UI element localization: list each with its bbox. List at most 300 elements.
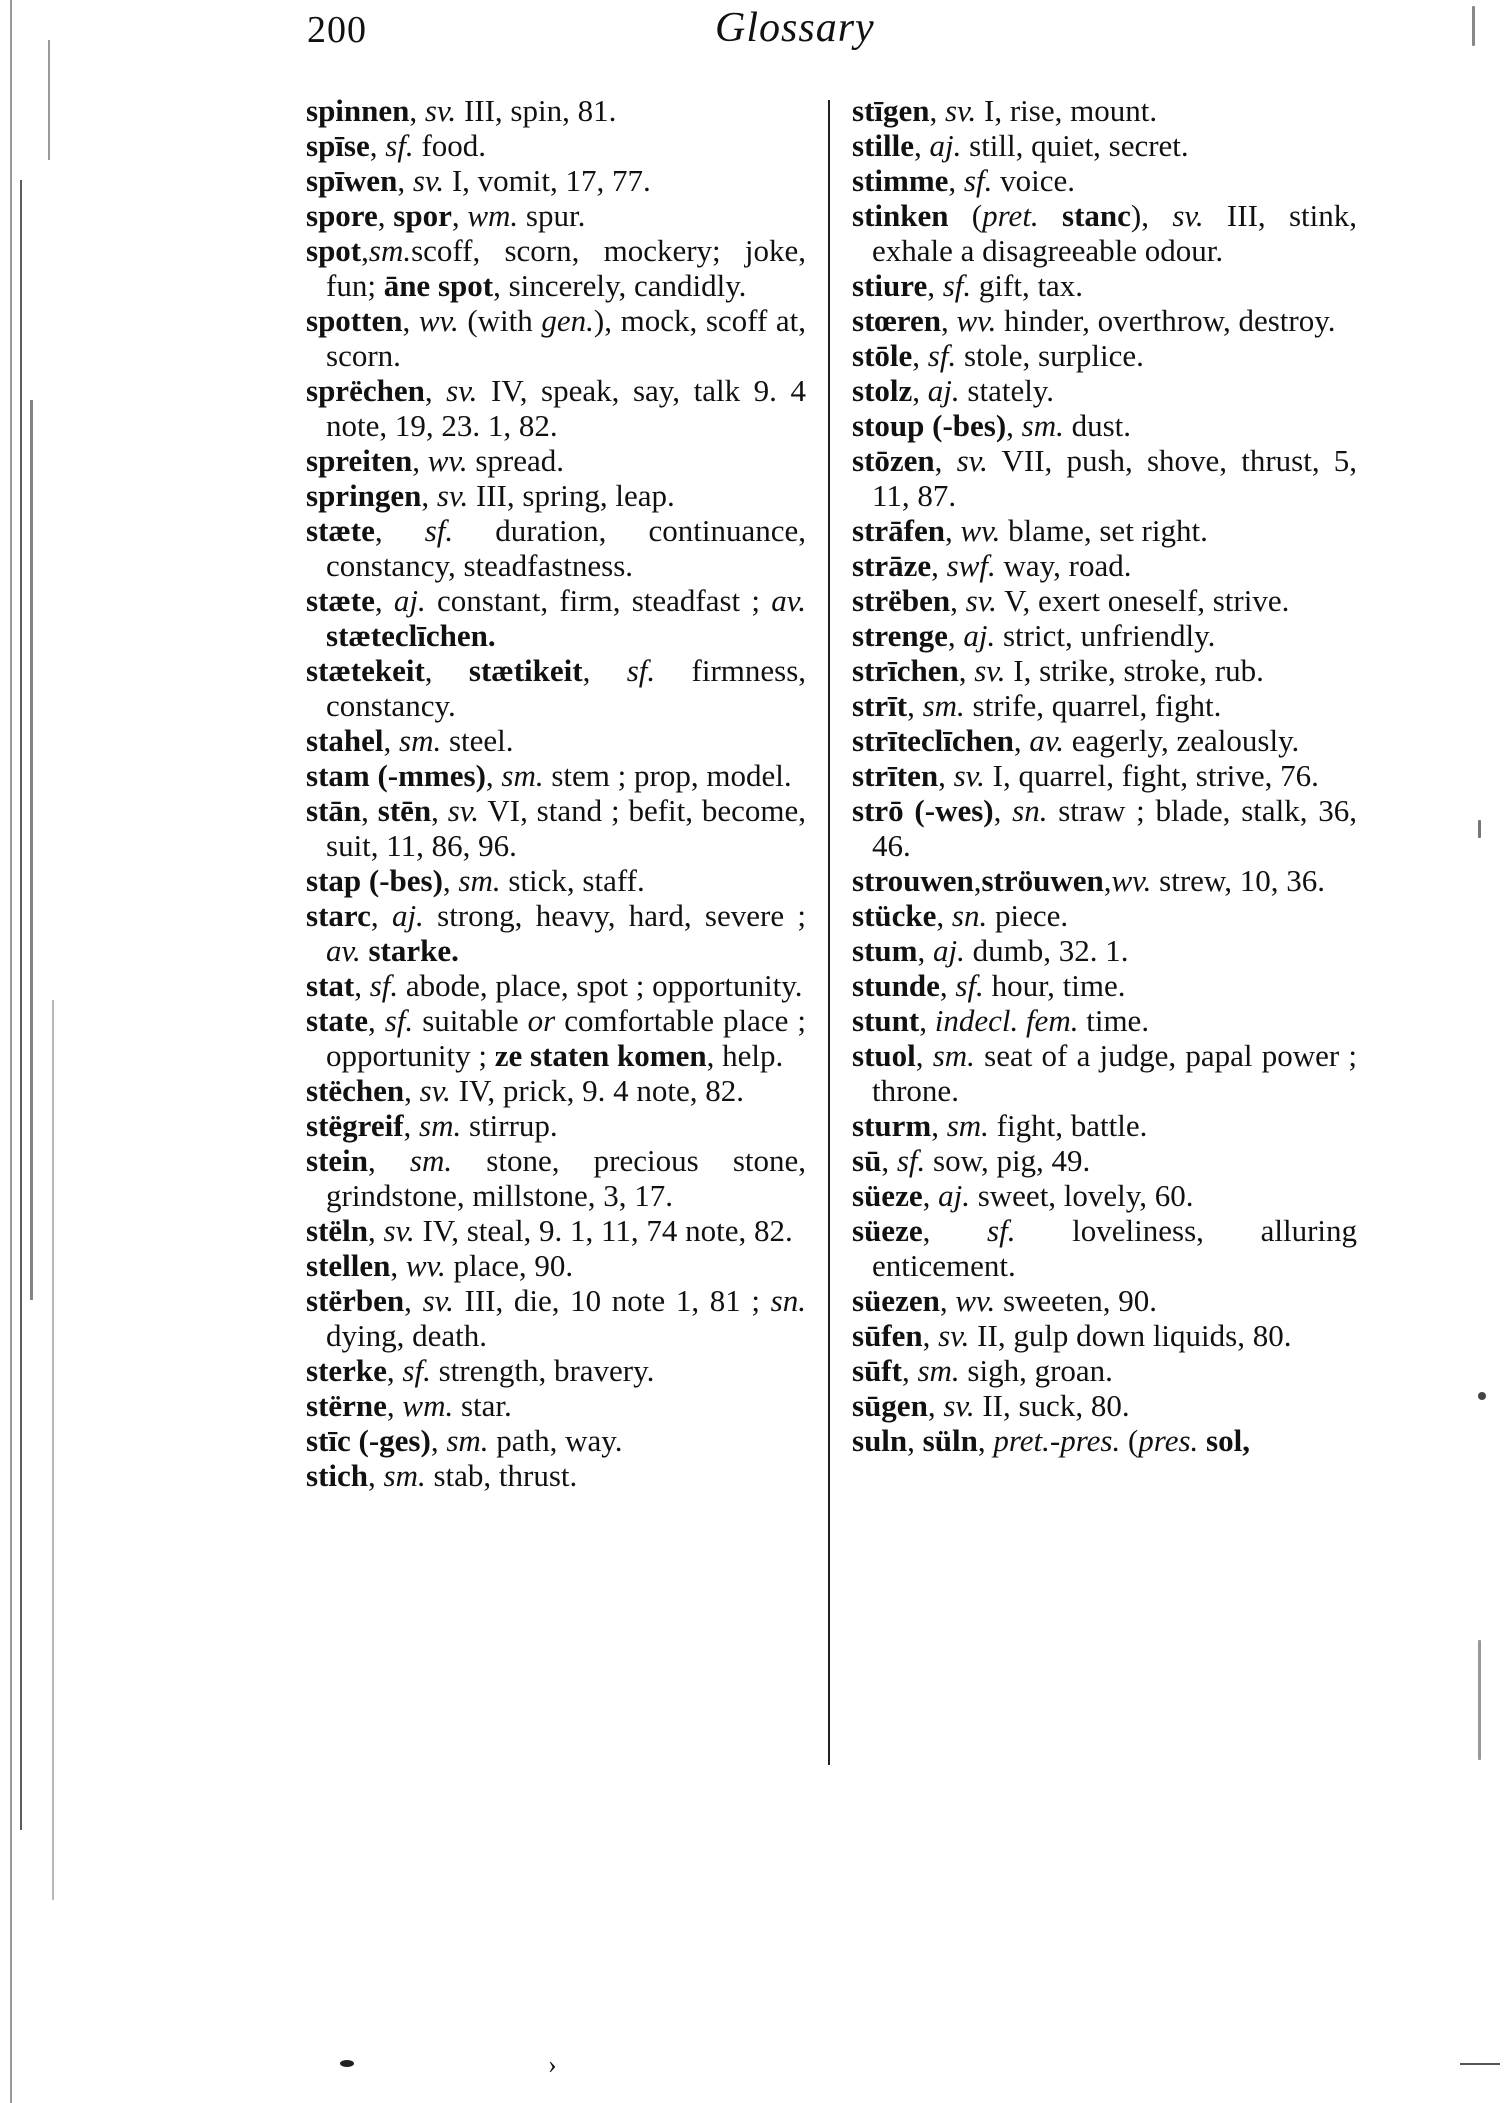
definition-text: ,	[907, 1423, 923, 1458]
glossary-entry	[306, 373, 806, 443]
headword: sūfen	[852, 1318, 923, 1353]
glossary-entry	[852, 373, 1357, 408]
headword: stuol	[852, 1038, 916, 1073]
definition-text: II, suck, 80.	[974, 1388, 1130, 1423]
glossary-entry	[852, 93, 1357, 128]
grammar-label: sv.	[383, 1213, 415, 1248]
grammar-label: sf.	[626, 653, 656, 688]
headword: stiure	[852, 268, 928, 303]
headword: strīten	[852, 758, 939, 793]
glossary-entry	[852, 408, 1357, 443]
glossary-entry	[306, 898, 806, 968]
definition-text: ,	[368, 1458, 384, 1493]
definition-text: VII, push, shove, thrust, 5, 11, 87.	[872, 443, 1357, 513]
glossary-entry	[852, 793, 1357, 863]
grammar-label: sn.	[1012, 793, 1048, 828]
glossary-entry	[852, 1108, 1357, 1143]
glossary-entry	[852, 1143, 1357, 1178]
definition-text: duration, continuance, constancy, steadfastness.	[326, 513, 806, 583]
headword: stum	[852, 933, 918, 968]
headword: strenge	[852, 618, 948, 653]
grammar-label: sm.	[917, 1353, 960, 1388]
headword: sterke	[306, 1353, 387, 1388]
definition-text: III, spin, 81.	[456, 93, 617, 128]
grammar-label: aj.	[963, 618, 996, 653]
grammar-label: sv.	[953, 758, 985, 793]
grammar-label: av.	[1029, 723, 1065, 758]
grammar-label: sm.	[399, 723, 442, 758]
definition-text: , sincerely, candidly.	[493, 268, 747, 303]
definition-text: ,	[912, 338, 928, 373]
definition-text: ,	[424, 373, 447, 408]
headword: stein	[306, 1143, 368, 1178]
definition-text: ,	[936, 898, 952, 933]
headword: sūft	[852, 1353, 902, 1388]
definition-text: ,	[881, 1143, 897, 1178]
definition-text: gift, tax.	[971, 268, 1084, 303]
definition-text: ,	[374, 513, 425, 548]
headword: süln	[922, 1423, 978, 1458]
definition-text: stole, surplice.	[956, 338, 1144, 373]
definition-text: hinder, overthrow, destroy.	[996, 303, 1336, 338]
definition-text: ,	[944, 513, 961, 548]
glossary-entry	[852, 898, 1357, 933]
glossary-entry	[852, 933, 1357, 968]
definition-text: ,	[404, 1283, 423, 1318]
definition-text: ,	[939, 1283, 956, 1318]
definition-text: ,	[939, 968, 956, 1003]
grammar-label: indecl. fem.	[934, 1003, 1079, 1038]
definition-text: ,	[929, 93, 945, 128]
headword: spinnen	[306, 93, 410, 128]
grammar-label: aj.	[393, 583, 426, 618]
definition-text: (with	[458, 303, 542, 338]
headword: stat	[306, 968, 355, 1003]
headword: spot	[306, 233, 362, 268]
definition-text: eagerly, zealously.	[1064, 723, 1300, 758]
headword: strīteclīchen	[852, 723, 1014, 758]
grammar-label: sf.	[385, 128, 414, 163]
glossary-entry	[852, 198, 1357, 268]
glossary-entry	[852, 1213, 1357, 1283]
headword: stanc	[1062, 198, 1131, 233]
grammar-label: sv.	[938, 1318, 970, 1353]
running-title: Glossary	[715, 5, 875, 51]
definition-text: ,	[451, 198, 468, 233]
glossary-entry	[306, 758, 806, 793]
glossary-column-left	[306, 93, 806, 1493]
definition-text: stick, staff.	[500, 863, 645, 898]
definition-text: comfortable place ; opportunity ;	[326, 1003, 806, 1073]
definition-text	[1198, 1423, 1206, 1458]
definition-text: ,	[958, 653, 975, 688]
definition-text: (	[948, 198, 983, 233]
grammar-label: sm.	[419, 1108, 462, 1143]
definition-text: ,	[370, 898, 392, 933]
headword: suln	[852, 1423, 908, 1458]
headword: stōzen	[852, 443, 935, 478]
definition-text: dust.	[1063, 408, 1132, 443]
glossary-entry	[852, 583, 1357, 618]
margin-speck	[1478, 1640, 1481, 1760]
definition-text: ,	[386, 1353, 403, 1388]
headword: süeze	[852, 1213, 923, 1248]
grammar-label: sm.	[446, 1423, 489, 1458]
glossary-entry	[852, 303, 1357, 338]
grammar-label: sv.	[945, 93, 977, 128]
definition-text: ,	[403, 1108, 420, 1143]
definition-text: VI, stand ; befit, become, suit, 11, 86, 96.	[326, 793, 807, 863]
headword: stërne	[306, 1388, 387, 1423]
headword: starc	[306, 898, 371, 933]
headword: stōle	[852, 338, 913, 373]
glossary-entry	[852, 618, 1357, 653]
grammar-label: sv.	[974, 653, 1006, 688]
headword: stunde	[852, 968, 940, 1003]
definition-text: place, 90.	[445, 1248, 574, 1283]
headword: süezen	[852, 1283, 940, 1318]
headword: strō (-wes)	[852, 793, 994, 828]
grammar-label: sv.	[956, 443, 988, 478]
glossary-entry	[306, 793, 806, 863]
glossary-entry	[852, 163, 1357, 198]
definition-text: ,	[927, 1388, 944, 1423]
grammar-label: sf.	[896, 1143, 926, 1178]
headword: spotten	[306, 303, 403, 338]
headword: sturm	[852, 1108, 932, 1143]
headword: stap (-bes)	[306, 863, 443, 898]
definition-text: ,	[369, 128, 386, 163]
definition-text: sweeten, 90.	[995, 1283, 1158, 1318]
glossary-entry	[306, 863, 806, 898]
definition-text: ,	[383, 723, 399, 758]
headword: strāfen	[852, 513, 945, 548]
grammar-label: av.	[326, 933, 361, 968]
glossary-entry	[306, 93, 806, 128]
headword: stēn	[377, 793, 432, 828]
definition-text: strew, 10, 36.	[1151, 863, 1326, 898]
glossary-entry	[852, 723, 1357, 758]
glossary-entry	[306, 1423, 806, 1458]
grammar-label: sv.	[447, 793, 480, 828]
definition-text: ,	[409, 93, 425, 128]
grammar-label: sm.	[1021, 408, 1064, 443]
glossary-entry	[852, 1178, 1357, 1213]
grammar-label: sf.	[987, 1213, 1016, 1248]
headword: stimme	[852, 163, 949, 198]
glossary-entry	[852, 968, 1357, 1003]
headword: stille	[852, 128, 914, 163]
glossary-entry	[306, 1108, 806, 1143]
headword: stich	[306, 1458, 368, 1493]
definition-text: stem ; prop, model.	[543, 758, 792, 793]
grammar-label: sf.	[942, 268, 972, 303]
grammar-label: pret.-pres.	[993, 1423, 1121, 1458]
definition-text: ,	[374, 583, 394, 618]
headword: state	[306, 1003, 368, 1038]
definition-text: ),	[1130, 198, 1173, 233]
definition-text: stone, precious stone, grindstone, millstone, 3, 17.	[326, 1143, 807, 1213]
glossary-entry	[852, 688, 1357, 723]
definition-text: IV, steal, 9. 1, 11, 74 note, 82.	[414, 1213, 793, 1248]
definition-text: sigh, groan.	[959, 1353, 1113, 1388]
grammar-label: sv.	[422, 1283, 454, 1318]
headword: stëgreif	[306, 1108, 404, 1143]
grammar-label: sn.	[770, 1283, 806, 1318]
definition-text: I, vomit, 17, 77.	[444, 163, 651, 198]
definition-text: III, spring, leap.	[468, 478, 675, 513]
headword: stān	[306, 793, 362, 828]
headword: stëchen	[306, 1073, 405, 1108]
definition-text: spur.	[518, 198, 586, 233]
headword: stæte	[306, 513, 375, 548]
glossary-entry	[306, 513, 806, 583]
definition-text: IV, speak, say, talk 9. 4 note, 19, 23. 1, 82.	[326, 373, 806, 443]
headword: stolz	[852, 373, 913, 408]
definition-text: dumb, 32. 1.	[964, 933, 1129, 968]
definition-text: suitable	[413, 1003, 528, 1038]
headword: stoup (-bes)	[852, 408, 1007, 443]
headword: sū	[852, 1143, 882, 1178]
definition-text: I, rise, mount.	[976, 93, 1158, 128]
headword: springen	[306, 478, 422, 513]
headword: stætekeit	[306, 653, 425, 688]
grammar-label: aj.	[932, 933, 965, 968]
glossary-entry	[852, 548, 1357, 583]
definition-text: sow, pig, 49.	[925, 1143, 1091, 1178]
glossary-entry	[306, 1003, 806, 1073]
grammar-label: sf.	[402, 1353, 431, 1388]
glossary-entry	[852, 443, 1357, 513]
definition-text: V, exert oneself, strive.	[996, 583, 1290, 618]
grammar-label: pres.	[1138, 1423, 1199, 1458]
grammar-label: av.	[771, 583, 807, 618]
headword: spīse	[306, 128, 370, 163]
column-divider	[828, 100, 830, 1765]
definition-text: ,	[950, 583, 966, 618]
headword: starke.	[368, 933, 459, 968]
definition-text: ,	[1013, 723, 1030, 758]
definition-text: dying, death.	[326, 1318, 487, 1353]
definition-text: ,	[977, 1423, 994, 1458]
definition-text: (	[1120, 1423, 1139, 1458]
definition-text: ,	[404, 1073, 420, 1108]
grammar-label: aj.	[927, 373, 960, 408]
headword: strīchen	[852, 653, 959, 688]
glossary-entry	[852, 863, 1357, 898]
definition-text: ,	[947, 618, 964, 653]
glossary-entry	[306, 478, 806, 513]
grammar-label: wv.	[956, 303, 997, 338]
definition-text: fight, battle.	[988, 1108, 1148, 1143]
glossary-entry	[852, 1318, 1357, 1353]
grammar-label: sm.	[922, 688, 965, 723]
definition-text: ,	[412, 443, 428, 478]
definition-text: stab, thrust.	[425, 1458, 578, 1493]
definition-text: ,	[421, 478, 437, 513]
grammar-label: sf.	[963, 163, 993, 198]
margin-speck	[1472, 6, 1475, 46]
definition-text: still, quiet, secret.	[961, 128, 1189, 163]
glossary-entry	[852, 653, 1357, 688]
glossary-entry	[852, 1423, 1357, 1458]
headword: sprëchen	[306, 373, 425, 408]
glossary-entry	[306, 1353, 806, 1388]
glossary-entry	[306, 653, 806, 723]
definition-text: II, gulp down liquids, 80.	[969, 1318, 1292, 1353]
definition-text: ,	[368, 1143, 410, 1178]
grammar-label: wv.	[427, 443, 468, 478]
grammar-label: wm.	[467, 198, 519, 233]
definition-text: ,	[582, 653, 627, 688]
definition-text: voice.	[992, 163, 1075, 198]
grammar-label: sm.	[501, 758, 544, 793]
grammar-label: gen.	[541, 303, 594, 338]
grammar-label: sv.	[965, 583, 997, 618]
definition-text: hour, time.	[983, 968, 1126, 1003]
grammar-label: sm.	[368, 233, 412, 268]
headword: stæteclīchen.	[326, 618, 496, 653]
definition-text: IV, prick, 9. 4 note, 82.	[450, 1073, 744, 1108]
glossary-entry	[852, 758, 1357, 793]
headword: stinken	[852, 198, 949, 233]
definition-text: strength, bravery.	[430, 1353, 655, 1388]
headword: spore	[306, 198, 378, 233]
definition-text: ,	[993, 793, 1013, 828]
grammar-label: sf.	[955, 968, 984, 1003]
headword: ze staten komen	[494, 1038, 707, 1073]
definition-text: ,	[361, 793, 378, 828]
glossary-entry	[306, 1213, 806, 1248]
definition-text: ,	[1103, 863, 1112, 898]
glossary-entry	[852, 513, 1357, 548]
grammar-label: aj.	[938, 1178, 970, 1213]
definition-text: ,	[948, 163, 964, 198]
scan-gutter-artifact	[0, 0, 70, 2103]
definition-text: ), mock, scoff at, scorn.	[326, 303, 807, 373]
definition-text: strong, heavy, hard, severe ;	[423, 898, 807, 933]
grammar-label: aj.	[391, 898, 424, 933]
grammar-label: sm.	[932, 1038, 975, 1073]
page-header	[0, 2, 1504, 62]
definition-text: ,	[917, 933, 933, 968]
headword: stam (-mmes)	[306, 758, 486, 793]
glossary-entry	[306, 1388, 806, 1423]
glossary-entry	[852, 268, 1357, 303]
grammar-label: pret.	[982, 198, 1039, 233]
definition-text: ,	[442, 863, 459, 898]
glossary-entry	[306, 163, 806, 198]
definition-text: ,	[1006, 408, 1022, 443]
definition-text: ,	[431, 793, 448, 828]
grammar-label: sm.	[946, 1108, 989, 1143]
glossary-entry	[852, 1038, 1357, 1108]
definition-text: I, strike, stroke, rub.	[1005, 653, 1264, 688]
grammar-label: sv.	[1172, 198, 1204, 233]
definition-text: ,	[934, 443, 957, 478]
definition-text: strict, unfriendly.	[995, 618, 1216, 653]
margin-dot	[1478, 1392, 1486, 1400]
glossary-column-right	[852, 93, 1357, 1458]
definition-text: ,	[931, 548, 947, 583]
glossary-entry	[306, 233, 806, 303]
grammar-label: wv.	[418, 303, 459, 338]
grammar-label: wv.	[405, 1248, 446, 1283]
definition-text: stirrup.	[461, 1108, 558, 1143]
definition-text: I, quarrel, fight, strive, 76.	[984, 758, 1319, 793]
glossary-entry	[852, 128, 1357, 163]
grammar-label: sf.	[424, 513, 454, 548]
glossary-entry	[852, 1388, 1357, 1423]
definition-text: path, way.	[488, 1423, 623, 1458]
definition-text: ,	[927, 268, 943, 303]
grammar-label: sv.	[424, 93, 457, 128]
glossary-entry	[306, 443, 806, 478]
grammar-label: sv.	[446, 373, 478, 408]
grammar-label: wv.	[955, 1283, 996, 1318]
footer-mark: ›	[548, 2050, 557, 2079]
grammar-label: wv.	[1111, 863, 1152, 898]
definition-text: ,	[922, 1178, 939, 1213]
headword: strāze	[852, 548, 932, 583]
definition-text: ,	[919, 1003, 935, 1038]
definition-text: ,	[390, 1248, 406, 1283]
definition-text: constant, firm, steadfast ;	[425, 583, 772, 618]
margin-speck	[1460, 2063, 1500, 2065]
definition-text: steel.	[441, 723, 514, 758]
definition-text: time.	[1078, 1003, 1150, 1038]
definition-text: ,	[922, 1213, 988, 1248]
glossary-entry	[852, 1003, 1357, 1038]
glossary-entry	[306, 1283, 806, 1353]
definition-text: ,	[402, 303, 419, 338]
definition-text: stately.	[959, 373, 1055, 408]
headword: ströuwen	[981, 863, 1104, 898]
definition-text: ,	[430, 1423, 447, 1458]
definition-text: ,	[938, 758, 954, 793]
definition-text: seat of a judge, papal power ; throne.	[872, 1038, 1357, 1108]
headword: stætikeit	[468, 653, 583, 688]
definition-text: abode, place, spot ; opportunity.	[398, 968, 803, 1003]
grammar-label: or	[527, 1003, 556, 1038]
definition-text: food.	[413, 128, 487, 163]
headword: sol,	[1206, 1423, 1250, 1458]
definition-text: ,	[922, 1318, 939, 1353]
glossary-entry	[306, 1248, 806, 1283]
definition-text: blame, set right.	[1000, 513, 1208, 548]
headword: stunt	[852, 1003, 920, 1038]
headword: spīwen	[306, 163, 398, 198]
grammar-label: wm.	[402, 1388, 454, 1423]
definition-text: , help.	[706, 1038, 784, 1073]
definition-text: way, road.	[995, 548, 1132, 583]
grammar-label: aj.	[929, 128, 962, 163]
headword: stërben	[306, 1283, 405, 1318]
grammar-label: sv.	[419, 1073, 451, 1108]
definition-text	[1039, 198, 1062, 233]
glossary-entry	[306, 128, 806, 163]
grammar-label: sf.	[927, 338, 957, 373]
headword: stīgen	[852, 93, 930, 128]
definition-text: ,	[914, 128, 930, 163]
glossary-entry	[306, 968, 806, 1003]
definition-text: ,	[367, 1003, 385, 1038]
glossary-entry	[306, 303, 806, 373]
headword: süeze	[852, 1178, 923, 1213]
definition-text: ,	[901, 1353, 918, 1388]
definition-text: ,	[361, 233, 369, 268]
definition-text: star.	[453, 1388, 512, 1423]
